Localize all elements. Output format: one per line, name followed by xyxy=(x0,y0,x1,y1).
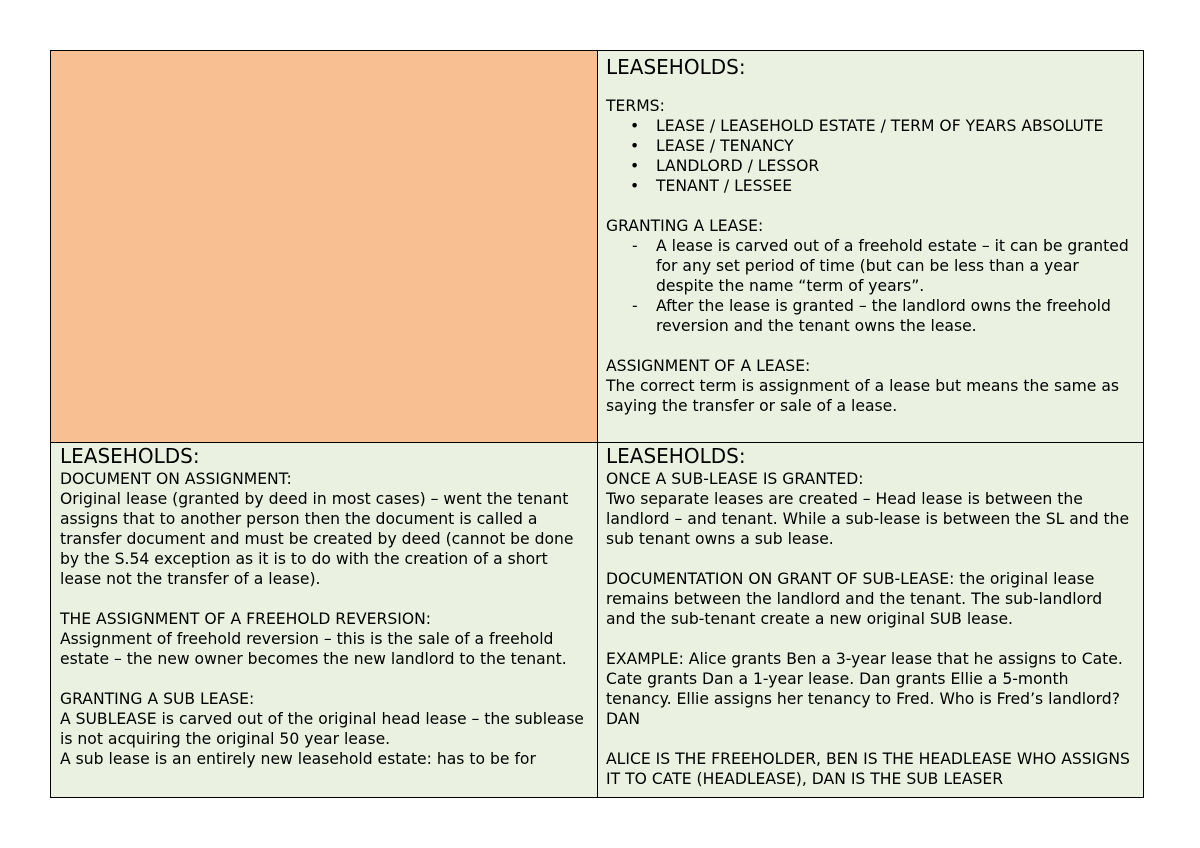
terms-label: TERMS: xyxy=(606,97,665,115)
assignment-label: ASSIGNMENT OF A LEASE: xyxy=(606,357,811,375)
assignment-text: The correct term is assignment of a lease but means the same as saying the transfer or sale of a lease. xyxy=(606,377,1120,415)
answer-text: ALICE IS THE FREEHOLDER, BEN IS THE HEADLEASE WHO ASSIGNS IT TO CATE (HEADLEASE), DAN IS THE SUB LEASER xyxy=(606,750,1130,788)
doc-label: DOCUMENT ON ASSIGNMENT: xyxy=(60,470,292,488)
once-text: Two separate leases are created – Head lease is between the landlord – and tenant. While a sub-lease is between the SL and the sub tenant owns a sub lease. xyxy=(606,490,1130,548)
terms-item: • LANDLORD / LESSOR xyxy=(606,156,1135,176)
cell-bottom-left xyxy=(51,443,598,797)
sublease-label: GRANTING A SUB LEASE: xyxy=(60,690,255,708)
once-label: ONCE A SUB-LEASE IS GRANTED: xyxy=(606,470,864,488)
terms-item: • LEASE / TENANCY xyxy=(606,136,1135,156)
notes-table xyxy=(50,50,1144,798)
blank-orange-cell xyxy=(51,51,598,443)
granting-item: - After the lease is granted – the landlord owns the freehold reversion and the tenant owns the lease. xyxy=(606,296,1135,336)
cell-heading: LEASEHOLDS: xyxy=(606,55,746,79)
terms-item: • LEASE / LEASEHOLD ESTATE / TERM OF YEARS ABSOLUTE xyxy=(606,116,1135,136)
cell-heading: LEASEHOLDS: xyxy=(60,444,200,468)
documentation-text: DOCUMENTATION ON GRANT OF SUB-LEASE: the original lease remains between the landlord and the tenant. The sub-landlord and the sub-tenant create a new original SUB lease. xyxy=(606,570,1103,628)
terms-list xyxy=(606,116,1135,196)
granting-list xyxy=(606,236,1135,336)
sublease-text: A sub lease is an entirely new leasehold estate: has to be for xyxy=(60,750,536,768)
doc-text: Original lease (granted by deed in most cases) – went the tenant assigns that to another person then the document is called a transfer document and must be created by deed (cannot be done by the S.54 exception as it is to do with the creation of a short lease not the transfer of a lease). xyxy=(60,490,574,588)
cell-bottom-right xyxy=(598,443,1143,797)
cell-heading: LEASEHOLDS: xyxy=(606,444,746,468)
cell-top-right xyxy=(598,51,1143,443)
granting-label: GRANTING A LEASE: xyxy=(606,217,764,235)
reversion-label: THE ASSIGNMENT OF A FREEHOLD REVERSION: xyxy=(60,610,432,628)
reversion-text: Assignment of freehold reversion – this is the sale of a freehold estate – the new owner becomes the new landlord to the tenant. xyxy=(60,630,567,668)
example-text: EXAMPLE: Alice grants Ben a 3-year lease that he assigns to Cate. Cate grants Dan a 1-year lease. Dan grants Ellie a 5-month tenancy. Ellie assigns her tenancy to Fred. Who is Fred’s landlord? DAN xyxy=(606,650,1123,728)
granting-item: - A lease is carved out of a freehold estate – it can be granted for any set period of time (but can be less than a year despite the name “term of years”. xyxy=(606,236,1135,296)
sublease-text: A SUBLEASE is carved out of the original head lease – the sublease is not acquiring the original 50 year lease. xyxy=(60,710,584,748)
terms-item: • TENANT / LESSEE xyxy=(606,176,1135,196)
